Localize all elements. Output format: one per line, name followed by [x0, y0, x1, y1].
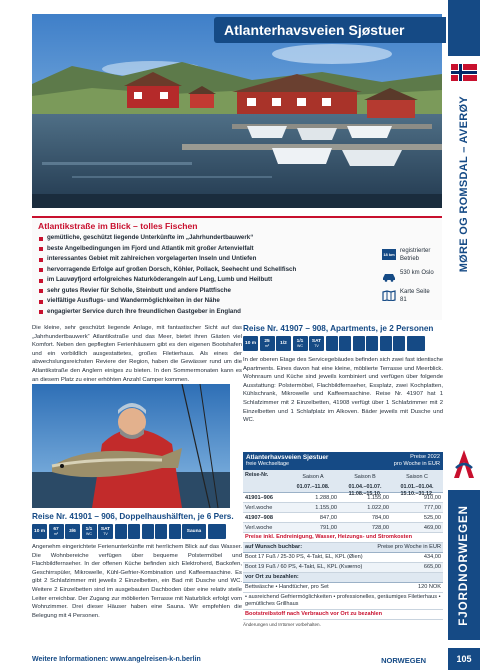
apartments-section	[243, 324, 443, 425]
boat-row: Boot 17 Fuß / 25-30 PS, 4-Takt, EL, KPL (Øien) 434,00	[243, 553, 443, 563]
highlights-side-info	[382, 248, 438, 311]
table-row: Verl.woche 791,00 728,00 469,00	[243, 523, 443, 533]
bathroom-icon: 1/1 WC	[293, 336, 308, 351]
highlight-item: sehr gutes Revier für Scholle, Steinbutt und andere Plattfische	[38, 286, 436, 297]
area-icon: 25 m²	[260, 336, 275, 351]
no-pets-icon	[326, 336, 338, 351]
area-icon: 67 m²	[49, 524, 64, 539]
fisherman-photo	[32, 384, 230, 508]
intro-text: Die kleine, sehr geschützt liegende Anlage, mit fantastischer Sicht auf das „Jahrhundertbauwerk“ Atlantikstraße und das Meer, bietet ihren Gästen viel Komfort. Neben den gepflegten Ferienhäusern gibt es den eigenen Bootshafen und ein vorbildlich ausgestattetes, großes Filetierhaus. Als eines der abwechslungsreichsten Reviere der Region, haben die Gewässer rund um die Atlantikstraße den Anglern einiges zu bieten. In den Sommermonaten kann es an diesem Platz zu einer erhöhten Anzahl Camper kommen.	[32, 325, 242, 383]
boat-distance-icon	[407, 336, 425, 351]
highlight-item: interessantes Gebiet mit zahlreichen vorgelagerten Inseln und Untiefen	[38, 254, 436, 265]
norway-flag-icon	[451, 64, 477, 81]
hero-photo	[32, 14, 442, 208]
microwave-icon	[155, 524, 167, 539]
microwave-icon	[366, 336, 378, 351]
highlight-item: beste Angelbedingungen im Fjord und Atlantik mit großer Artenvielfalt	[38, 244, 436, 255]
footer	[32, 654, 442, 668]
table-row: Verl.woche 1.155,00 1.022,00 777,00	[243, 503, 443, 513]
page-title: Atlanterhavsveien Sjøstuer	[214, 17, 446, 43]
sat-tv-icon: SAT TV	[98, 524, 113, 539]
no-pets-icon	[115, 524, 127, 539]
optional-bookings-header: auf Wunsch buchbar: Preise pro Woche in EUR	[243, 543, 443, 553]
registered-info: 18 km registrierter Betrieb	[383, 248, 431, 262]
harbour-scene-image	[32, 14, 442, 208]
houses-title: Reise Nr. 41901 – 906, Doppelhaushälften, je 6 Pers.	[32, 512, 234, 521]
highlight-item: hervorragende Erfolge auf großen Dorsch, Köhler, Pollack, Seehecht und Schellfisch	[38, 265, 436, 276]
fuel-note: Bootstreibstoff nach Verbrauch vor Ort zu bezahlen	[243, 610, 443, 620]
side-strip-top	[448, 0, 480, 56]
registered-badge-icon: 18 km	[382, 249, 396, 260]
highlights-list	[38, 233, 436, 317]
apartments-text: In der oberen Etage des Servicegebäudes befinden sich zwei fast identische Apartments. Eines davon hat eine kleine, möblierte Terrasse und Meerblick. Wohnraum und Küche sind jeweils kombiniert und verfügen über folgende Ausstattung: Polstermöbel, Flachbildfernseher, Essplatz, zwei Kochplatten, Kühlschrank, Mikrowelle und Kaffeemaschine. Reise Nr. 41907 hat 1 Schlafzimmer mit 2 Einzelbetten, 41908 verfügt über 1 Schlafzimmer mit 2 Einzelbetten und 1 Schlafplatz im Alkoven. Bäder jeweils mit Dusche und WC.	[243, 357, 443, 424]
bathroom-icon: 1/1 WC	[82, 524, 97, 539]
bedrooms-icon: 3/6	[65, 524, 80, 539]
boat-row: Boot 19 Fuß / 60 PS, 4-Takt, EL, KPL (Kværno) 665,00	[243, 563, 443, 573]
fisherman-image	[32, 384, 230, 508]
highlights-box	[32, 216, 442, 320]
map-info: Karte Seite 81	[382, 289, 438, 304]
linen-row: Bettwäsche • Handtücher, pro Set 120 NOK	[243, 583, 443, 593]
map-icon	[382, 290, 396, 301]
distance-to-water-icon: 10 m	[32, 524, 47, 539]
freezer-icon	[169, 524, 181, 539]
side-brand-label: FJORDNORWEGEN	[448, 490, 480, 640]
freezer-icon	[380, 336, 392, 351]
table-row: 41901–906 1.288,00 1.155,00 910,00	[243, 493, 443, 503]
washing-machine-icon	[353, 336, 365, 351]
price-table	[243, 452, 443, 627]
houses-section	[32, 512, 242, 620]
apartments-icons	[243, 336, 443, 351]
highlight-item: im Lauvøyfjord erfolgreiches Naturköderangeln auf Leng, Lumb und Heilbutt	[38, 275, 436, 286]
highlight-item: gemütliche, geschützt liegende Unterkünfte im „Jahrhundertbauwerk“	[38, 233, 436, 244]
local-payment-header: vor Ort zu bezahlen:	[243, 573, 443, 583]
changes-note: Änderungen und Irrtümer vorbehalten.	[243, 622, 321, 627]
boat-distance-icon	[208, 524, 226, 539]
fjordnorwegen-logo-icon	[452, 448, 476, 480]
dishwasher-icon	[339, 336, 351, 351]
price-table-columns: Reise-Nr. Saison A 01.07.–11.08. Saison B 01.04.–01.07. 11.08.–15.10. Saison C 01.01.–01.04. 15.10.–31.12.	[243, 470, 443, 493]
extras-row: • ausreichend Gefriermöglichkeiten • professionelles, geräumiges Filetierhaus • gemütliches Grillhaus	[243, 593, 443, 610]
car-icon	[382, 271, 396, 282]
highlights-title: Atlantikstraße im Blick – tolles Fischen	[38, 221, 198, 231]
washing-machine-icon	[142, 524, 154, 539]
distance-info: 530 km Oslo	[382, 270, 438, 282]
distance-to-water-icon: 10 m	[243, 336, 258, 351]
bedrooms-icon: 1/2	[276, 336, 291, 351]
highlight-item: vielfältige Ausflugs- und Wandermöglichkeiten in der Nähe	[38, 296, 436, 307]
apartments-title: Reise Nr. 41907 – 908, Apartments, je 2 Personen	[243, 324, 434, 333]
page-number: 105	[448, 648, 480, 670]
sat-tv-icon: SAT TV	[309, 336, 324, 351]
table-row: 41907–908 847,00 784,00 525,00	[243, 513, 443, 523]
footer-country: NORWEGEN	[381, 656, 426, 665]
dishwasher-icon	[128, 524, 140, 539]
price-table-header: Atlanterhavsveien Sjøstuer freie Wechseltage Preise 2022 pro Woche in EUR	[243, 452, 443, 470]
houses-text: Angenehm eingerichtete Ferienunterkünfte mit herrlichem Blick auf das Wasser. Die Wohnbereiche verfügen über bequeme Polstermöbel und Flachbildfernseher. In der offenen Küche befinden sich Elektroherd, Backofen, Geschirrspüler, Mikrowelle, Kühl-Gefrier-Kombination und Kaffeemaschine. Es gibt 2 Schlafzimmer mit jeweils 2 Einzelbetten, ein Bad mit Dusche und WC. Weitere 2 Einzelbetten sind im ausgebauten Dachboden über eine relativ steile Leiter erreichbar. Der Zugang zur möblierten Terrasse mit Naturblick erfolgt vom Wohnzimmer. Drei dieser Häuser haben eine Sauna. Wir empfehlen die Belegung mit 4 Personen.	[32, 544, 242, 619]
footer-info-link[interactable]: Weitere Informationen: www.angelreisen-k-n.berlin	[32, 656, 201, 663]
price-inclusions-note: Preise inkl. Endreinigung, Wasser, Heizungs- und Stromkosten	[243, 533, 443, 543]
highlight-item: engagierter Service durch Ihre freundlichen Gastgeber in England	[38, 307, 436, 318]
side-region-label: MØRE OG ROMSDAL – AVERØY	[458, 95, 470, 273]
sauna-icon: Sauna	[182, 524, 206, 539]
houses-icons	[32, 524, 242, 539]
side-strip	[448, 0, 480, 672]
wifi-icon	[393, 336, 405, 351]
